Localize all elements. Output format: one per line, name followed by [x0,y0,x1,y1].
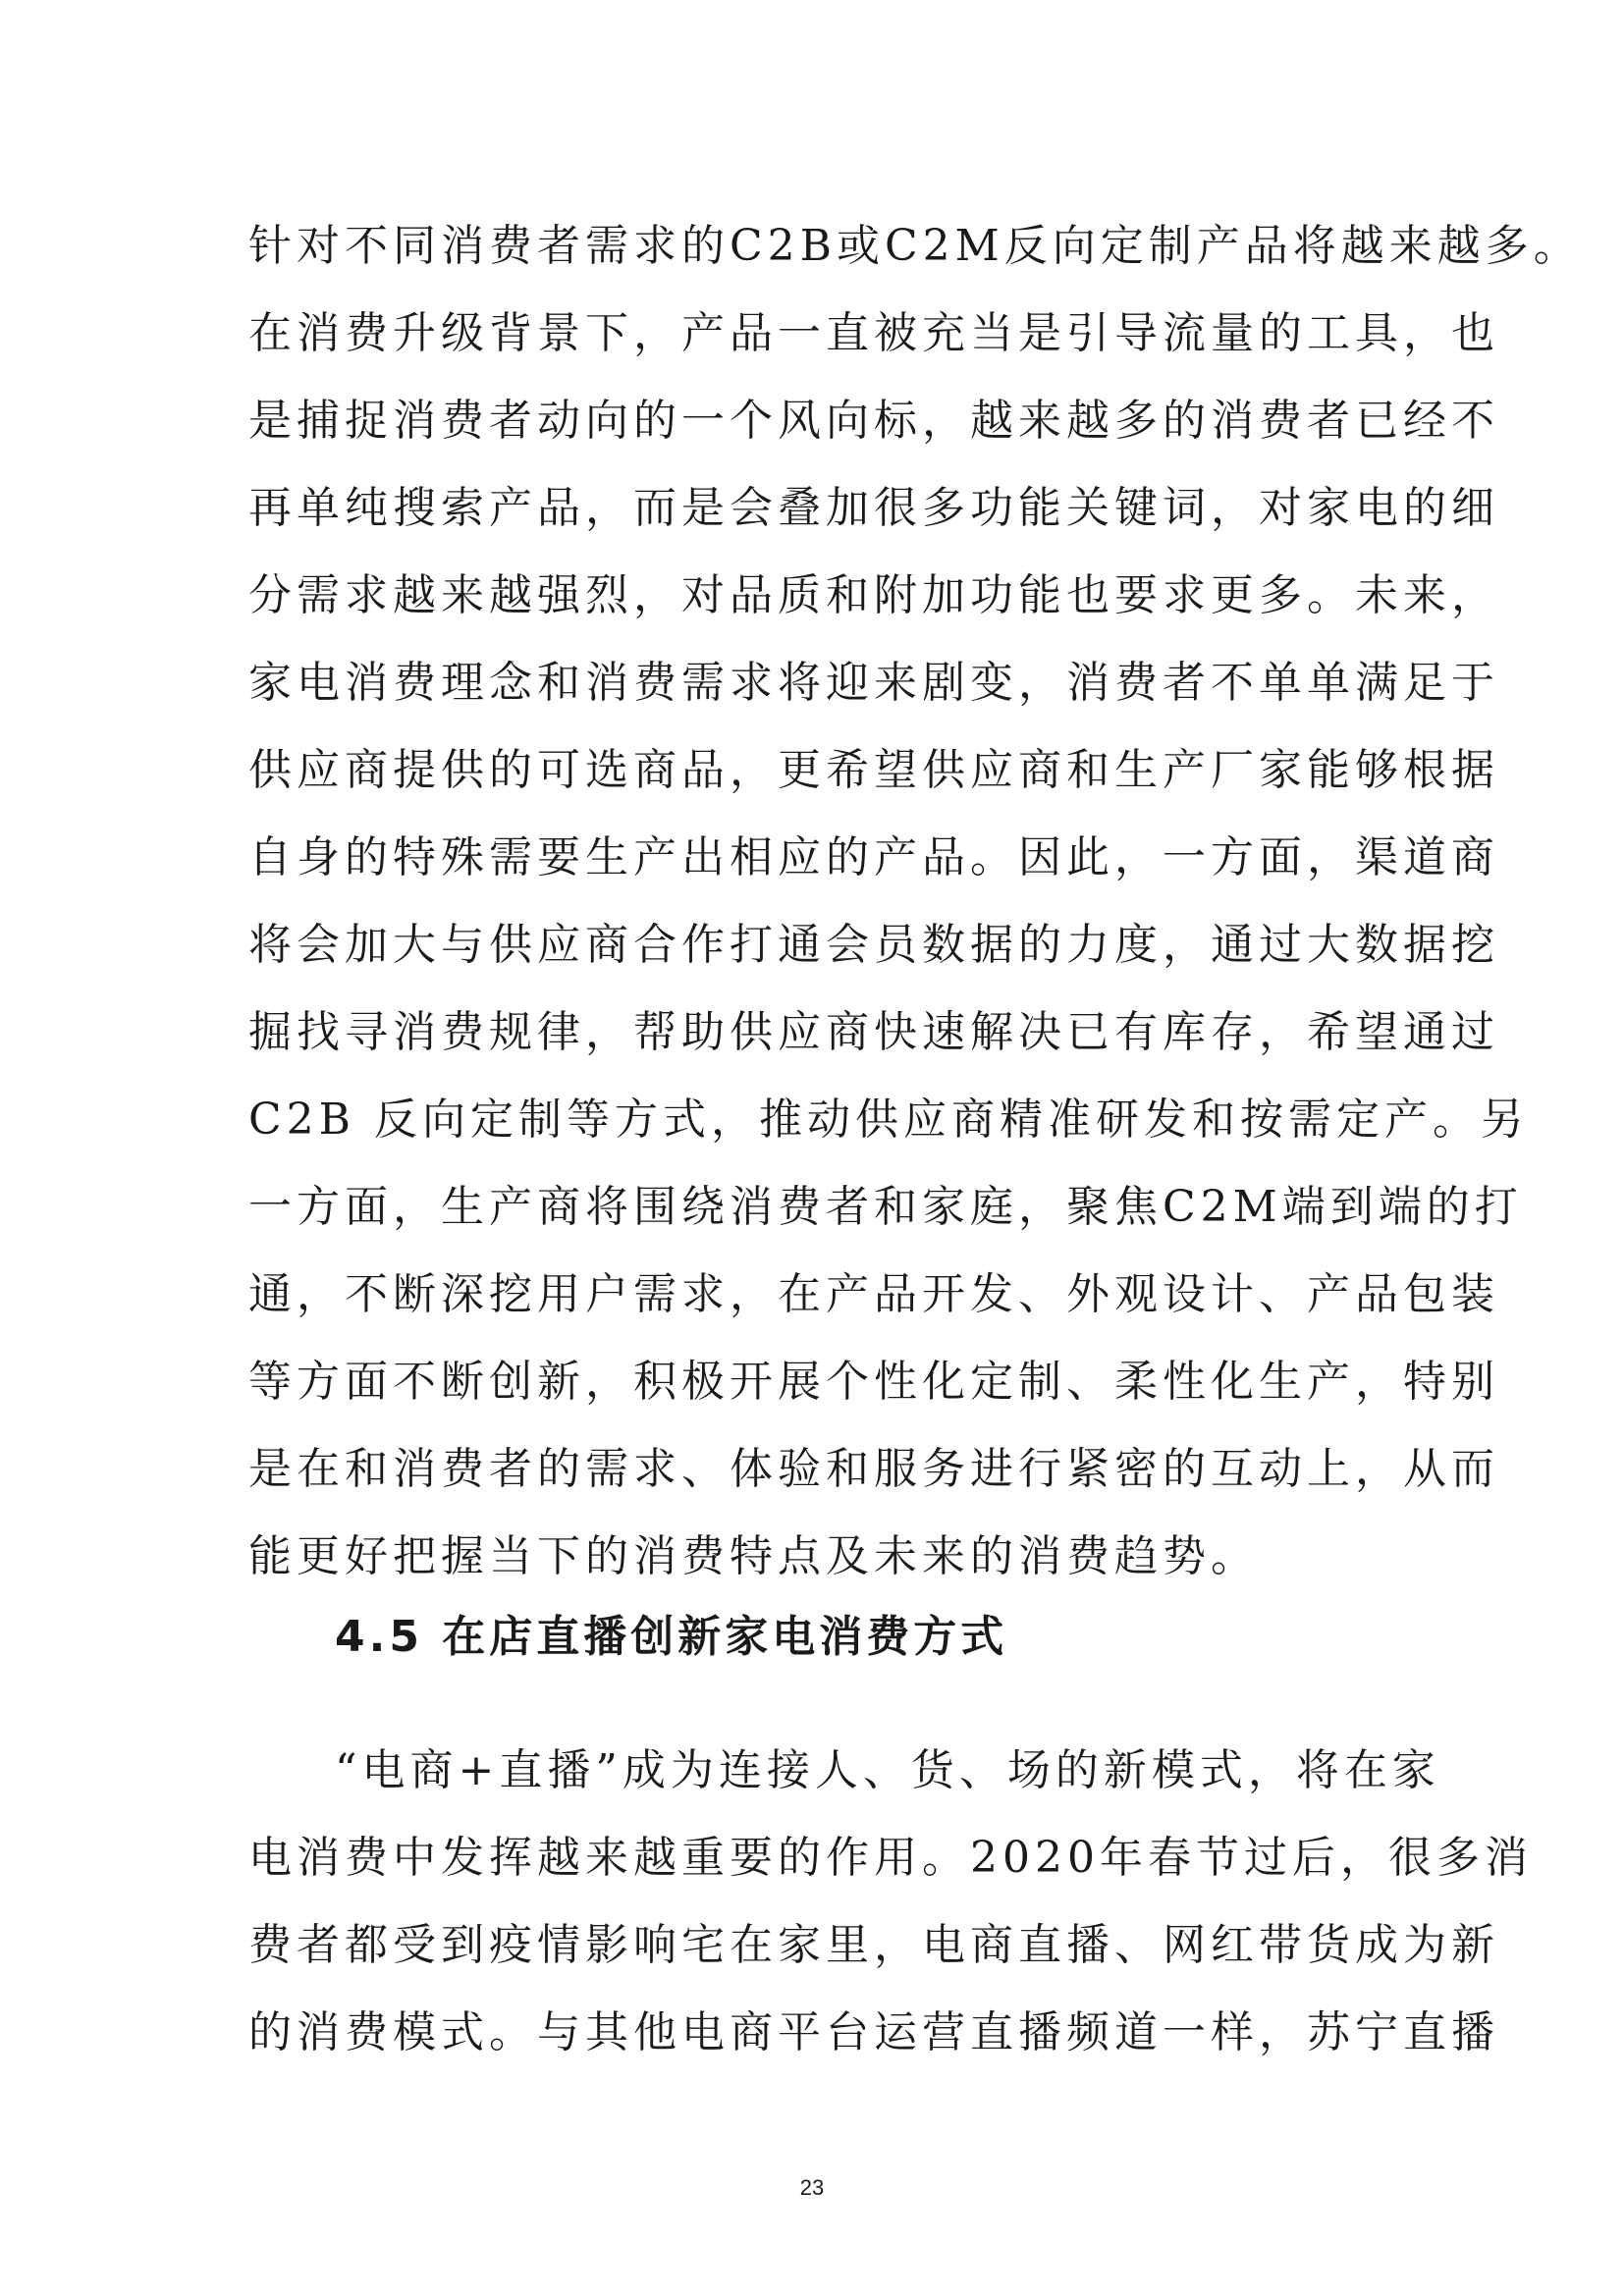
paragraph-1-line: 通，不断深挖用户需求，在产品开发、外观设计、产品包装 [248,1269,1499,1319]
paragraph-1-line: 家电消费理念和消费需求将迎来剧变，消费者不单单满足于 [248,658,1499,708]
paragraph-2-line: “电商+直播”成为连接人、货、场的新模式，将在家 [335,1745,1440,1795]
paragraph-1-line: 在消费升级背景下，产品一直被充当是引导流量的工具，也 [248,308,1499,358]
paragraph-1-line: 供应商提供的可选商品，更希望供应商和生产厂家能够根据 [248,745,1499,795]
paragraph-1-line: 一方面，生产商将围绕消费者和家庭，聚焦C2M端到端的打 [248,1182,1523,1232]
paragraph-1-line: 将会加大与供应商合作打通会员数据的力度，通过大数据挖 [248,920,1499,970]
paragraph-1-line: 能更好把握当下的消费特点及未来的消费趋势。 [248,1531,1259,1581]
paragraph-2-line: 的消费模式。与其他电商平台运营直播频道一样，苏宁直播 [248,2007,1499,2057]
paragraph-2-line: 电消费中发挥越来越重要的作用。2020年春节过后，很多消 [248,1833,1533,1883]
paragraph-1-line: 自身的特殊需要生产出相应的产品。因此，一方面，渠道商 [248,832,1499,882]
page-number: 23 [799,2175,825,2200]
paragraph-1-line: 针对不同消费者需求的C2B或C2M反向定制产品将越来越多。 [248,221,1582,271]
paragraph-2-line: 费者都受到疫情影响宅在家里，电商直播、网红带货成为新 [248,1920,1499,1970]
paragraph-1-line: C2B 反向定制等方式，推动供应商精准研发和按需定产。另 [248,1095,1529,1145]
paragraph-1-line: 分需求越来越强烈，对品质和附加功能也要求更多。未来， [248,570,1499,620]
section-heading: 4.5 在店直播创新家电消费方式 [335,1612,1008,1662]
paragraph-1-line: 掘找寻消费规律，帮助供应商快速解决已有库存，希望通过 [248,1007,1499,1057]
paragraph-1-line: 是在和消费者的需求、体验和服务进行紧密的互动上，从而 [248,1444,1499,1494]
paragraph-1-line: 再单纯搜索产品，而是会叠加很多功能关键词，对家电的细 [248,483,1499,533]
paragraph-1-line: 等方面不断创新，积极开展个性化定制、柔性化生产，特别 [248,1357,1499,1407]
paragraph-1-line: 是捕捉消费者动向的一个风向标，越来越多的消费者已经不 [248,396,1499,446]
